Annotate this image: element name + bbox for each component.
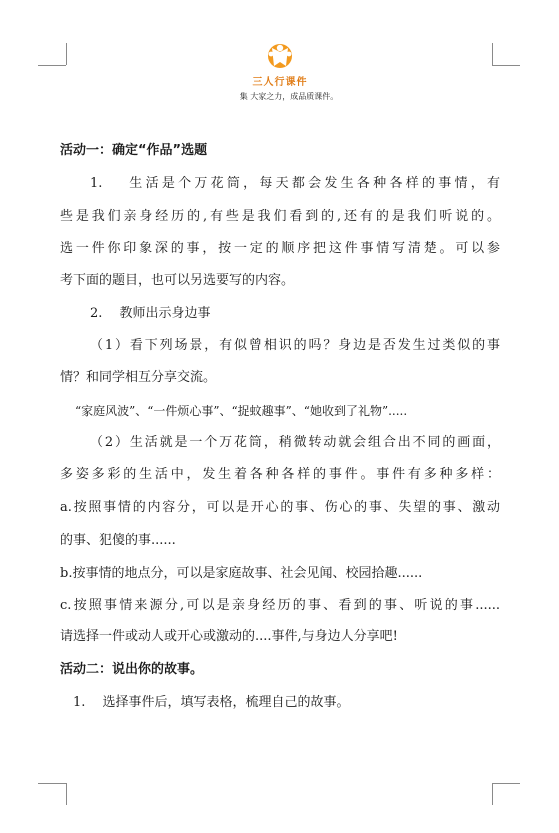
activity-one-title: 活动一：确定“作品”选题 — [60, 143, 208, 158]
item-b: b.按事情的地点分，可以是家庭故事、社会见闻、校园拾趣...... — [60, 566, 423, 581]
item-c: c.按照事情来源分,可以是亲身经历的事、看到的事、听说的事...... — [60, 598, 500, 613]
item-a-line-2: 的事、犯傻的事...... — [60, 533, 176, 548]
paragraph-1-line-1: 1. 生活是个万花筒，每天都会发生各种各样的事情，有 — [90, 176, 500, 191]
paragraph-4-line-2: 多姿多彩的生活中，发生着各种各样的事件。事件有多种多样： — [60, 467, 500, 482]
paragraph-1-line-4: 考下面的题目，也可以另选要写的内容。 — [60, 273, 295, 288]
paragraph-5: 1. 选择事件后，填写表格，梳理自己的故事。 — [73, 695, 350, 710]
activity-two-title: 活动二：说出你的故事。 — [60, 662, 204, 677]
example-topics: “家庭风波”、“一件烦心事”、“捉蚊趣事”、“她收到了礼物”..... — [75, 404, 408, 418]
item-a-line-1: a.按照事情的内容分，可以是开心的事、伤心的事、失望的事、激动 — [60, 500, 500, 515]
paragraph-2: 2. 教师出示身边事 — [90, 306, 211, 321]
logo-text: 三人行课件 — [252, 77, 308, 88]
paragraph-3-line-1: （1）看下列场景，有似曾相识的吗？身边是否发生过类似的事 — [90, 338, 500, 353]
header-slogan: 集 大家之力，成品质课件。 — [239, 92, 339, 101]
paragraph-3-line-2: 情？和同学相互分享交流。 — [60, 370, 217, 385]
paragraph-1-line-3: 选一件你印象深的事，按一定的顺序把这件事情写清楚。可以参 — [60, 241, 500, 256]
paragraph-1-line-2: 些是我们亲身经历的,有些是我们看到的,还有的是我们听说的。 — [60, 209, 500, 224]
share-prompt: 请选择一件或动人或开心或激动的....事件,与身边人分享吧! — [60, 629, 398, 644]
paragraph-4-line-1: （2）生活就是一个万花筒，稍微转动就会组合出不同的画面， — [90, 435, 500, 450]
